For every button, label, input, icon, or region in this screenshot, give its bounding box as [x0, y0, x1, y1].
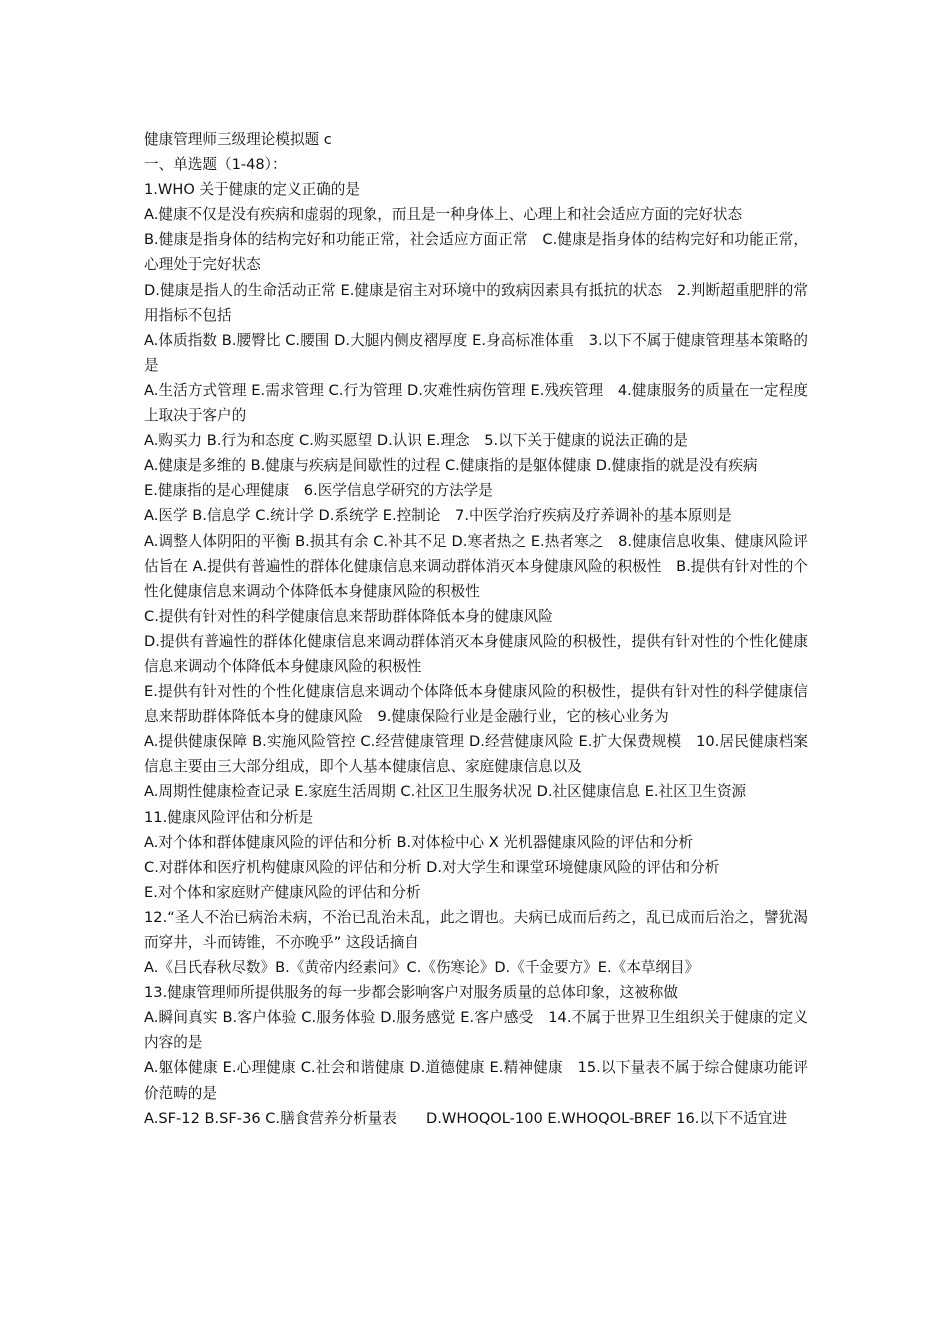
text-line: 12.“圣人不治已病治未病，不治已乱治未乱，此之谓也。夫病已成而后药之，乱已成而后治之，譬犹渴而穿井，斗而铸锥，不亦晚乎” 这段话摘自 [144, 908, 808, 951]
text-line: A.SF-12 B.SF-36 C.膳食营养分析量表 D.WHOQOL-100 E.WHOQOL-BREF 16.以下不适宜进 [144, 1109, 787, 1127]
text-line: A.躯体健康 E.心理健康 C.社会和谐健康 D.道德健康 E.精神健康 15.以下量表不属于综合健康功能评价范畴的是 [144, 1059, 808, 1102]
text-line: A.健康是多维的 B.健康与疾病是间歇性的过程 C.健康指的是躯体健康 D.健康指的就是没有疾病 [144, 457, 758, 475]
text-line: E.提供有针对性的个性化健康信息来调动个体降低本身健康风险的积极性，提供有针对性的科学健康信息来帮助群体降低本身的健康风险 9.健康保险行业是金融行业，它的核心业务为 [144, 683, 808, 726]
document-body [144, 127, 808, 1131]
text-line: E.健康指的是心理健康 6.医学信息学研究的方法学是 [144, 482, 493, 500]
text-line: A.瞬间真实 B.客户体验 C.服务体验 D.服务感觉 E.客户感受 14.不属于世界卫生组织关于健康的定义内容的是 [144, 1009, 808, 1052]
text-line: C.对群体和医疗机构健康风险的评估和分析 D.对大学生和课堂环境健康风险的评估和分析 [144, 858, 720, 876]
document-title: 健康管理师三级理论模拟题 c [144, 131, 332, 148]
text-line: A.提供健康保障 B.实施风险管控 C.经营健康管理 D.经营健康风险 E.扩大保费规模 10.居民健康档案信息主要由三大部分组成，即个人基本健康信息、家庭健康信息以及 [144, 733, 808, 776]
text-line: A.医学 B.信息学 C.统计学 D.系统学 E.控制论 7.中医学治疗疾病及疗养调补的基本原则是 [144, 507, 732, 525]
text-line: 11.健康风险评估和分析是 [144, 808, 314, 826]
text-line: C.提供有针对性的科学健康信息来帮助群体降低本身的健康风险 [144, 607, 553, 625]
text-line: A.购买力 B.行为和态度 C.购买愿望 D.认识 E.理念 5.以下关于健康的说法正确的是 [144, 432, 688, 450]
text-line: A.健康不仅是没有疾病和虚弱的现象，而且是一种身体上、心理上和社会适应方面的完好状态 [144, 206, 743, 224]
text-line: B.健康是指身体的结构完好和功能正常，社会适应方面正常 C.健康是指身体的结构完好和功能正常，心理处于完好状态 [144, 231, 808, 274]
text-line: 1.WHO 关于健康的定义正确的是 [144, 181, 360, 199]
section-heading: 一、单选题（1-48）： [144, 156, 287, 174]
text-line: 13.健康管理师所提供服务的每一步都会影响客户对服务质量的总体印象，这被称做 [144, 984, 678, 1002]
text-line: D.健康是指人的生命活动正常 E.健康是宿主对环境中的致病因素具有抵抗的状态 2.判断超重肥胖的常用指标不包括 [144, 281, 808, 324]
text-line: A.体质指数 B.腰臀比 C.腰围 D.大腿内侧皮褶厚度 E.身高标准体重 3.以下不属于健康管理基本策略的是 [144, 331, 808, 374]
text-line: A.对个体和群体健康风险的评估和分析 B.对体检中心 X 光机器健康风险的评估和分析 [144, 833, 694, 851]
text-line: A.周期性健康检查记录 E.家庭生活周期 C.社区卫生服务状况 D.社区健康信息 E.社区卫生资源 [144, 783, 747, 801]
text-line: A.生活方式管理 E.需求管理 C.行为管理 D.灾难性病伤管理 E.残疾管理 4.健康服务的质量在一定程度上取决于客户的 [144, 381, 808, 425]
text-line: E.对个体和家庭财产健康风险的评估和分析 [144, 883, 421, 901]
text-line: D.提供有普遍性的群体化健康信息来调动群体消灭本身健康风险的积极性，提供有针对性的个性化健康信息来调动个体降低本身健康风险的积极性 [144, 632, 808, 675]
text-line: A.《吕氏春秋尽数》B.《黄帝内经素问》C.《伤寒论》D.《千金要方》E.《本草纲目》 [144, 959, 700, 977]
text-line: A.调整人体阴阳的平衡 B.损其有余 C.补其不足 D.寒者热之 E.热者寒之 8.健康信息收集、健康风险评估旨在 A.提供有普遍性的群体化健康信息来调动群体消灭本身健康风险的积极性 B.提供有针对性的个性化健康信息来调动个体降低本身健康风险的积极性 [144, 532, 808, 600]
